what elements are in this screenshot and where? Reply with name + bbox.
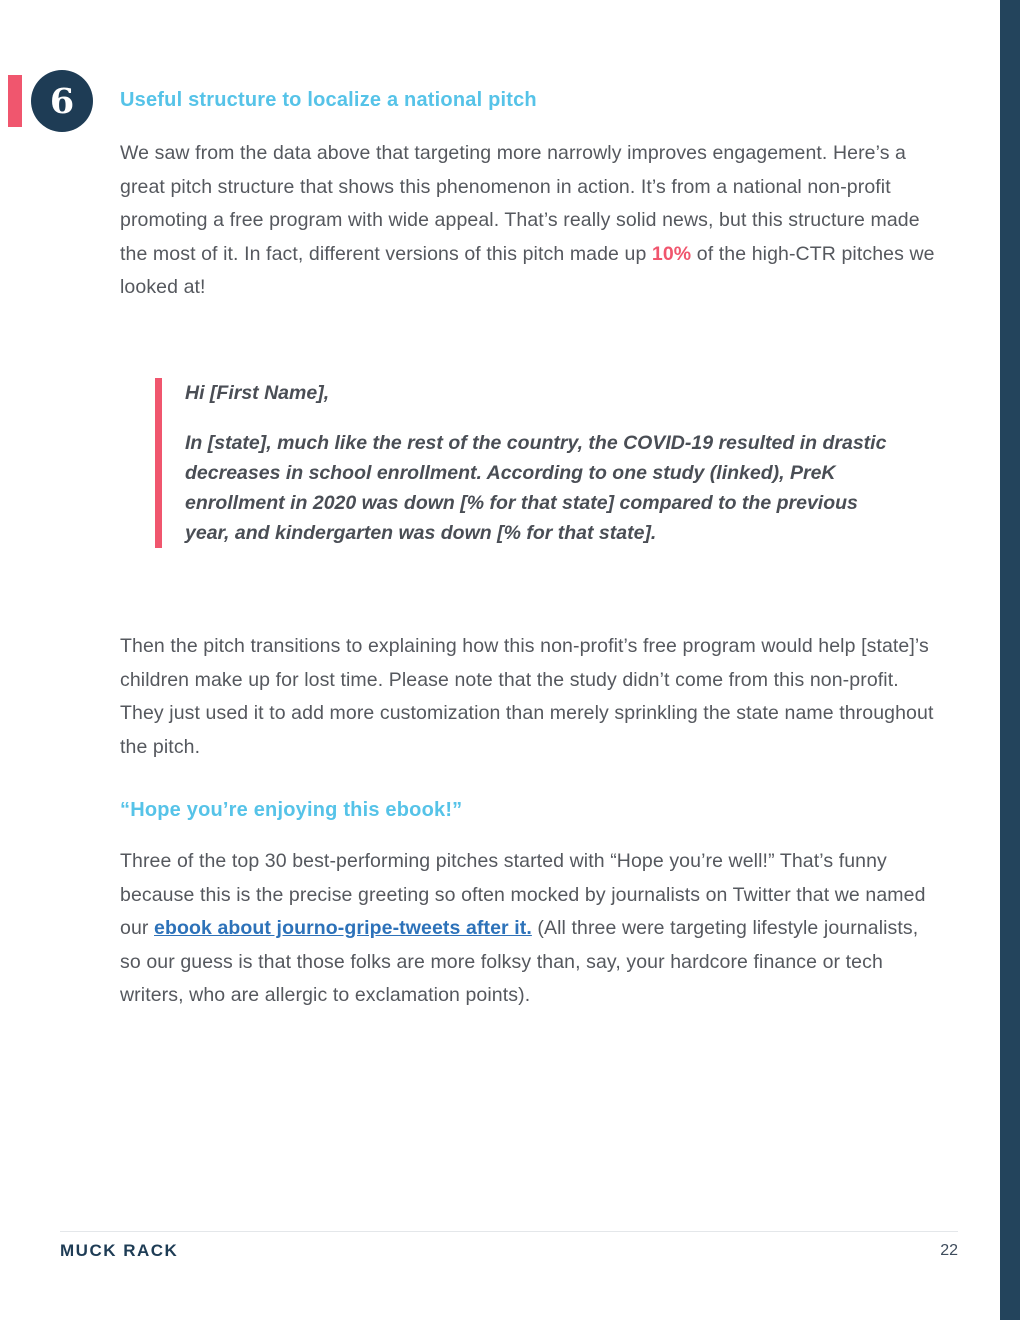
quote-greeting: Hi [First Name], — [185, 382, 330, 404]
intro-text-end: of the high-CTR pitches we looked at! — [120, 242, 935, 298]
section-number-circle — [31, 70, 93, 132]
intro-text-start: We saw from the data above that targeting more narrowly improves engagement. Here’s a great pitch structure that shows this phenomenon in action. It’s from a national non-profit promoting a free program with wide appeal. That’s really solid news, but this structure made the most of it. In fact, different versions of this pitch made up — [120, 142, 920, 265]
section-number-badge — [0, 70, 100, 132]
hope-paragraph — [120, 845, 935, 1013]
section-number: 6 — [49, 80, 75, 122]
muckrack-logo: MUCK RACK — [60, 1241, 179, 1260]
quote-body: In [state], much like the rest of the country, the COVID-19 resulted in drastic decreases in school enrollment. According to one study (linked), PreK enrollment in 2020 was down [% for that state] compared to the previous year, and kindergarten was down [% for that state]. — [185, 432, 887, 544]
ctr-percentage-highlight: 10% — [651, 242, 692, 265]
hope-subheading: “Hope you’re enjoying this ebook!” — [120, 799, 463, 821]
section-heading: Useful structure to localize a national pitch — [120, 89, 537, 111]
hope-text-end: (All three were targeting lifestyle journalists, so our guess is that those folks are more folksy than, say, your hardcore finance or tech writers, who are allergic to exclamation points). — [120, 917, 919, 1006]
ebook-link[interactable]: ebook about journo-gripe-tweets after it. — [154, 917, 532, 939]
badge-accent-bar — [8, 75, 22, 127]
transition-paragraph: Then the pitch transitions to explaining how this non-profit’s free program would help [state]’s children make up for lost time. Please note that the study didn’t come from this non-profit. They just used it to add more customization than merely sprinkling the state name throughout the pitch. — [120, 635, 934, 758]
page-number: 22 — [940, 1242, 958, 1259]
hope-text-start: Three of the top 30 best-performing pitches started with “Hope you’re well!” That’s funny because this is the precise greeting so often mocked by journalists on Twitter that we named our — [120, 850, 926, 939]
page-footer — [60, 1231, 958, 1261]
intro-paragraph — [120, 137, 935, 305]
page-edge-bar — [1000, 0, 1020, 1320]
pitch-example-quote — [155, 378, 900, 548]
